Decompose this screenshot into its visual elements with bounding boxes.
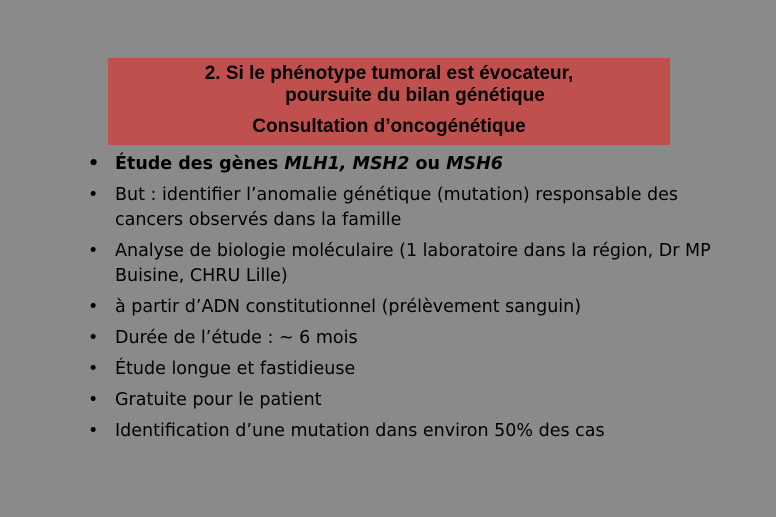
bullet-item-source — [88, 295, 738, 320]
title-line-3: Consultation d’oncogénétique — [252, 116, 526, 137]
bullet-item-identification — [88, 419, 738, 444]
bullet-list — [88, 152, 738, 450]
gene-name-2: MSH6 — [446, 154, 503, 174]
bullet-icon: • — [88, 359, 99, 379]
genes-prefix: Étude des gènes — [115, 154, 285, 174]
bullet-text: Gratuite pour le patient — [115, 390, 322, 410]
title-line-1: 2. Si le phénotype tumoral est évocateur, — [204, 63, 574, 84]
bullet-icon: • — [88, 154, 100, 174]
bullet-item-goal — [88, 183, 738, 233]
bullet-icon: • — [88, 390, 99, 410]
genes-middle: ou — [409, 154, 447, 174]
bullet-icon: • — [88, 297, 99, 317]
bullet-icon: • — [88, 328, 99, 348]
bullet-item-free — [88, 388, 738, 413]
bullet-text: Durée de l’étude : ~ 6 mois — [115, 328, 358, 348]
bullet-item-analysis — [88, 239, 738, 289]
title-line-2: poursuite du bilan génétique — [285, 85, 545, 106]
bullet-text: Étude longue et fastidieuse — [115, 359, 356, 379]
bullet-icon: • — [88, 185, 99, 205]
bullet-text: à partir d’ADN constitutionnel (prélèvement sanguin) — [115, 297, 582, 317]
bullet-item-duration — [88, 326, 738, 351]
bullet-icon: • — [88, 421, 99, 441]
bullet-text: Identification d’une mutation dans environ 50% des cas — [115, 421, 605, 441]
title-box — [108, 58, 670, 145]
gene-names-1: MLH1, MSH2 — [284, 154, 410, 174]
bullet-item-genes — [88, 152, 738, 177]
bullet-text: But : identifier l’anomalie génétique (mutation) responsable des cancers observés dans la famille — [115, 185, 679, 230]
bullet-icon: • — [88, 241, 99, 261]
bullet-text: Analyse de biologie moléculaire (1 laboratoire dans la région, Dr MP Buisine, CHRU Lille) — [115, 241, 711, 286]
bullet-item-long — [88, 357, 738, 382]
